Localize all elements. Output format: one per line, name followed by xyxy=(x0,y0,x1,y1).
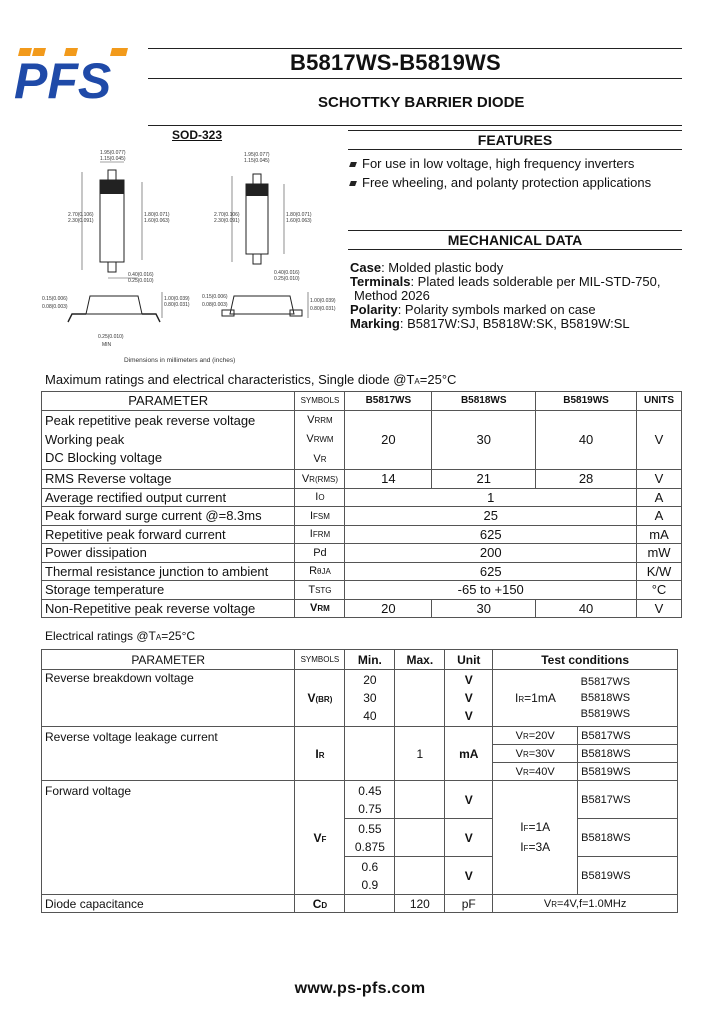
mech-row-marking: Marking: B5817W:SJ, B5818W:SK, B5819W:SL xyxy=(350,316,630,331)
table-row: Peak forward surge current @=8.3ms IFSM 25 A xyxy=(42,507,682,526)
table-row: VR=40V B5819WS xyxy=(42,763,678,781)
header-rule-bottom xyxy=(148,78,682,79)
table-row: Thermal resistance junction to ambient RθJA 625 K/W xyxy=(42,562,682,581)
dim-13: 1.80(0.071) xyxy=(286,212,312,218)
pfs-logo xyxy=(14,44,134,104)
dim-6: 2.30(0.091) xyxy=(68,218,94,224)
dim-26: 0.08(0.003) xyxy=(202,302,228,308)
table-row: Average rectified output current IO 1 A xyxy=(42,488,682,507)
table-row: Diode capacitance CD 120 pF VR=4V,f=1.0MHz xyxy=(42,895,678,913)
col-symbols: SYMBOLS xyxy=(295,650,345,670)
dim-22: MIN xyxy=(102,342,112,348)
table-header-row xyxy=(42,650,678,670)
features-title: FEATURES xyxy=(348,130,682,150)
dimension-note: Dimensions in millimeters and (inches) xyxy=(124,357,236,364)
page-subtitle: SCHOTTKY BARRIER DIODE xyxy=(318,94,525,111)
dim-4: 1.60(0.063) xyxy=(144,218,170,224)
dim-3: 1.80(0.071) xyxy=(144,212,170,218)
col-b5817: B5817WS xyxy=(345,392,432,411)
col-parameter: PARAMETER xyxy=(42,650,295,670)
dim-25: 0.15(0.006) xyxy=(202,294,228,300)
dim-16: 0.25(0.010) xyxy=(274,276,300,282)
mechanical-title: MECHANICAL DATA xyxy=(348,230,682,250)
max-ratings-table xyxy=(41,391,682,618)
feature-item: Free wheeling, and polanty protection applications xyxy=(350,175,651,190)
dim-8: 0.25(0.010) xyxy=(128,278,154,284)
col-parameter: PARAMETER xyxy=(42,392,295,411)
col-max: Max. xyxy=(395,650,445,670)
table-row: Peak repetitive peak reverse voltage Working peak DC Blocking voltage VRRM VRWM VR 20 30 40 V xyxy=(42,410,682,470)
mech-row-terminals: Terminals: Plated leads solderable per MIL-STD-750, xyxy=(350,274,661,289)
voltage-params: Peak repetitive peak reverse voltage Working peak DC Blocking voltage xyxy=(42,410,295,470)
col-test-conditions: Test conditions xyxy=(493,650,678,670)
col-b5818: B5818WS xyxy=(432,392,536,411)
table-row: Non-Repetitive peak reverse voltage VRM 20 30 40 V xyxy=(42,599,682,618)
table-row: Repetitive peak forward current IFRM 625 mA xyxy=(42,525,682,544)
header-rule-top xyxy=(148,48,682,49)
dim-20: 0.08(0.003) xyxy=(42,304,68,310)
electrical-ratings-table xyxy=(41,649,678,913)
part-number: B5817WS-B5819WS xyxy=(290,50,501,75)
col-units: UNITS xyxy=(636,392,681,411)
dim-9: 1.95(0.077) xyxy=(244,152,270,158)
dim-7: 0.40(0.016) xyxy=(128,272,154,278)
table-row: Reverse breakdown voltage V(BR) 20 30 40 V V V IR=1mA B5817WS B5818WS B5819WS xyxy=(42,670,678,727)
dim-12: 2.30(0.091) xyxy=(214,218,240,224)
dim-23: 1.00(0.039) xyxy=(310,298,336,304)
dim-18: 0.80(0.031) xyxy=(164,302,190,308)
bullet-icon xyxy=(349,162,357,167)
table-row: 0.55 0.875 V B5818WS xyxy=(42,819,678,857)
table-row: VR=30V B5818WS xyxy=(42,745,678,763)
col-b5819: B5819WS xyxy=(536,392,637,411)
dim-17: 1.00(0.039) xyxy=(164,296,190,302)
dim-2: 1.15(0.045) xyxy=(100,156,126,162)
mech-row-case: Case: Molded plastic body xyxy=(350,260,504,275)
col-unit: Unit xyxy=(445,650,493,670)
dim-11: 2.70(0.106) xyxy=(214,212,240,218)
table-row: Reverse voltage leakage current IR 1 mA VR=20V B5817WS xyxy=(42,727,678,745)
table-row: Storage temperature TSTG -65 to +150 °C xyxy=(42,581,682,600)
bullet-icon xyxy=(349,181,357,186)
table-row: 0.6 0.9 V B5819WS xyxy=(42,857,678,895)
logo-text: PFS xyxy=(14,53,112,104)
col-min: Min. xyxy=(345,650,395,670)
package-label: SOD-323 xyxy=(172,128,223,142)
dim-24: 0.80(0.031) xyxy=(310,306,336,312)
dim-10: 1.15(0.045) xyxy=(244,158,270,164)
dim-15: 0.40(0.016) xyxy=(274,270,300,276)
elec-ratings-caption: Electrical ratings @TA=25°C xyxy=(45,629,196,643)
dim-14: 1.60(0.063) xyxy=(286,218,312,224)
header-rule-third xyxy=(148,125,682,126)
mech-row-method: Method 2026 xyxy=(354,288,430,303)
feature-item: For use in low voltage, high frequency inverters xyxy=(350,156,634,171)
mech-row-polarity: Polarity: Polarity symbols marked on case xyxy=(350,302,596,317)
table-row: Power dissipation Pd 200 mW xyxy=(42,544,682,563)
package-outline-drawing xyxy=(38,142,348,367)
col-symbols: SYMBOLS xyxy=(295,392,345,411)
dim-19: 0.15(0.006) xyxy=(42,296,68,302)
footer-url[interactable]: www.ps-pfs.com xyxy=(294,980,426,997)
table-header-row xyxy=(42,392,682,411)
table-row: RMS Reverse voltage VR(RMS) 14 21 28 V xyxy=(42,470,682,489)
voltage-symbols: VRRM VRWM VR xyxy=(295,410,345,470)
dim-1: 1.95(0.077) xyxy=(100,150,126,156)
table-row: Forward voltage VF 0.45 0.75 V IF=1A IF=3A B5817WS xyxy=(42,781,678,819)
max-ratings-caption: Maximum ratings and electrical characteristics, Single diode @TA=25°C xyxy=(45,372,457,387)
dim-21: 0.25(0.010) xyxy=(98,334,124,340)
dim-5: 2.70(0.106) xyxy=(68,212,94,218)
